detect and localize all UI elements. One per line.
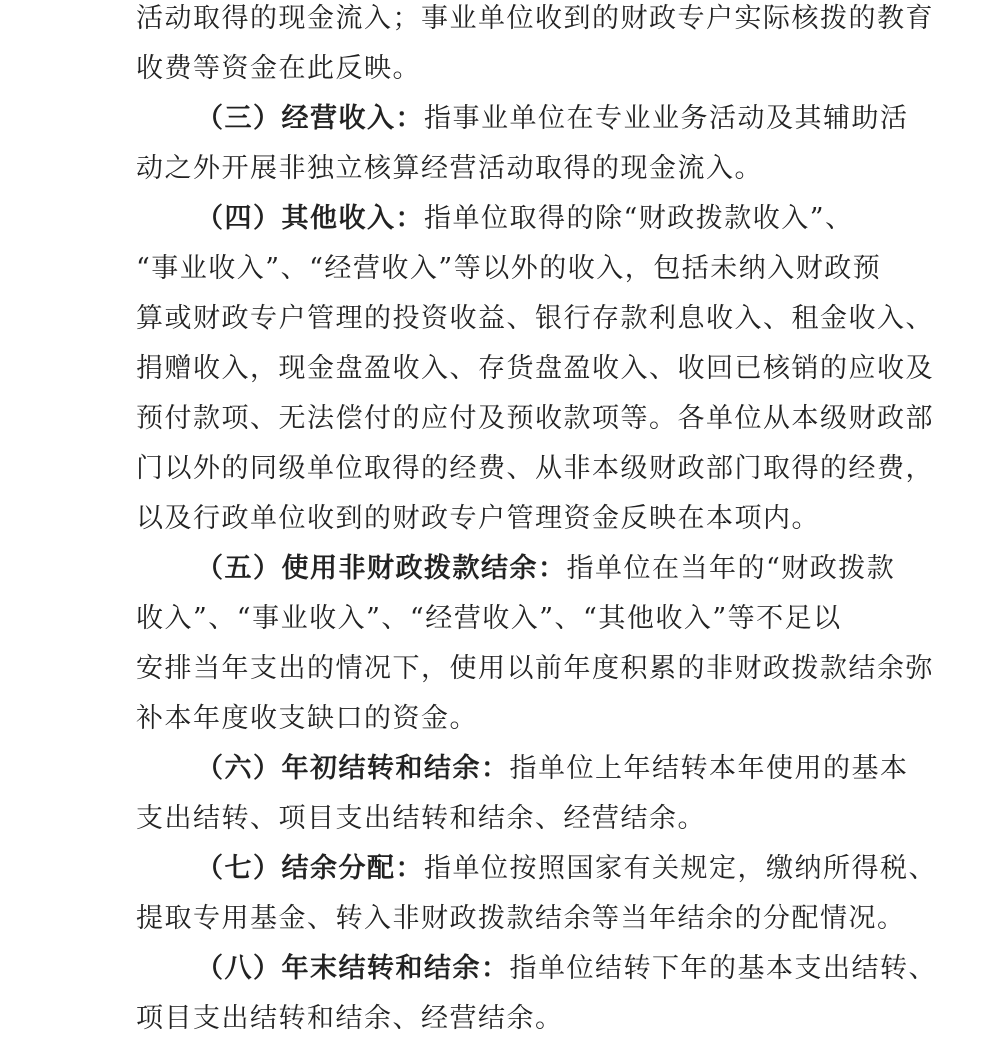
section-heading: （八）年末结转和结余： (196, 953, 510, 984)
line-text: 项目支出结转和结余、经营结余。 (136, 1003, 564, 1034)
line-text: 预付款项、无法偿付的应付及预收款项等。各单位从本级财政部 (136, 403, 934, 434)
text-line (136, 499, 820, 539)
line-text: 算或财政专户管理的投资收益、银行存款利息收入、租金收入、 (136, 303, 934, 334)
text-line (136, 399, 934, 439)
text-line (136, 299, 934, 339)
text-line (136, 699, 478, 739)
line-text: 支出结转、项目支出结转和结余、经营结余。 (136, 803, 706, 834)
line-text: 安排当年支出的情况下，使用以前年度积累的非财政拨款结余弥 (136, 653, 934, 684)
line-text: “事业收入”、“经营收入”等以外的收入，包括未纳入财政预 (136, 253, 882, 284)
line-text: 指事业单位在专业业务活动及其辅助活 (424, 103, 909, 134)
section-heading: （五）使用非财政拨款结余： (196, 553, 567, 584)
text-line (136, 999, 564, 1039)
text-line (136, 49, 421, 89)
line-text: 收费等资金在此反映。 (136, 53, 421, 84)
line-text: 指单位上年结转本年使用的基本 (509, 753, 909, 784)
text-line (136, 599, 842, 639)
text-line (136, 899, 906, 939)
section-six-heading-line (196, 749, 909, 789)
section-seven-heading-line (196, 849, 937, 889)
line-text: 以及行政单位收到的财政专户管理资金反映在本项内。 (136, 503, 820, 534)
text-line (136, 0, 934, 39)
section-eight-heading-line (196, 949, 937, 989)
line-text: 补本年度收支缺口的资金。 (136, 703, 478, 734)
line-text: 提取专用基金、转入非财政拨款结余等当年结余的分配情况。 (136, 903, 906, 934)
text-line (136, 649, 934, 689)
text-line (136, 149, 763, 189)
section-heading: （七）结余分配： (196, 853, 424, 884)
line-text: 指单位结转下年的基本支出结转、 (509, 953, 937, 984)
text-line (136, 349, 934, 389)
section-three-heading-line (196, 99, 909, 139)
line-text: 指单位在当年的“财政拨款 (566, 553, 896, 584)
section-five-heading-line (196, 549, 895, 589)
line-text: 收入”、“事业收入”、“经营收入”、“其他收入”等不足以 (136, 603, 842, 634)
section-four-heading-line (196, 199, 854, 239)
line-text: 动之外开展非独立核算经营活动取得的现金流入。 (136, 153, 763, 184)
line-text: 指单位按照国家有关规定，缴纳所得税、 (424, 853, 937, 884)
line-text: 指单位取得的除“财政拨款收入”、 (424, 203, 854, 234)
section-heading: （四）其他收入： (196, 203, 424, 234)
line-text: 活动取得的现金流入；事业单位收到的财政专户实际核拨的教育 (136, 3, 934, 34)
text-line (136, 449, 934, 489)
line-text: 捐赠收入，现金盘盈收入、存货盘盈收入、收回已核销的应收及 (136, 353, 934, 384)
section-heading: （三）经营收入： (196, 103, 424, 134)
text-line (136, 799, 706, 839)
line-text: 门以外的同级单位取得的经费、从非本级财政部门取得的经费， (136, 453, 934, 484)
text-line (136, 249, 881, 289)
section-heading: （六）年初结转和结余： (196, 753, 510, 784)
